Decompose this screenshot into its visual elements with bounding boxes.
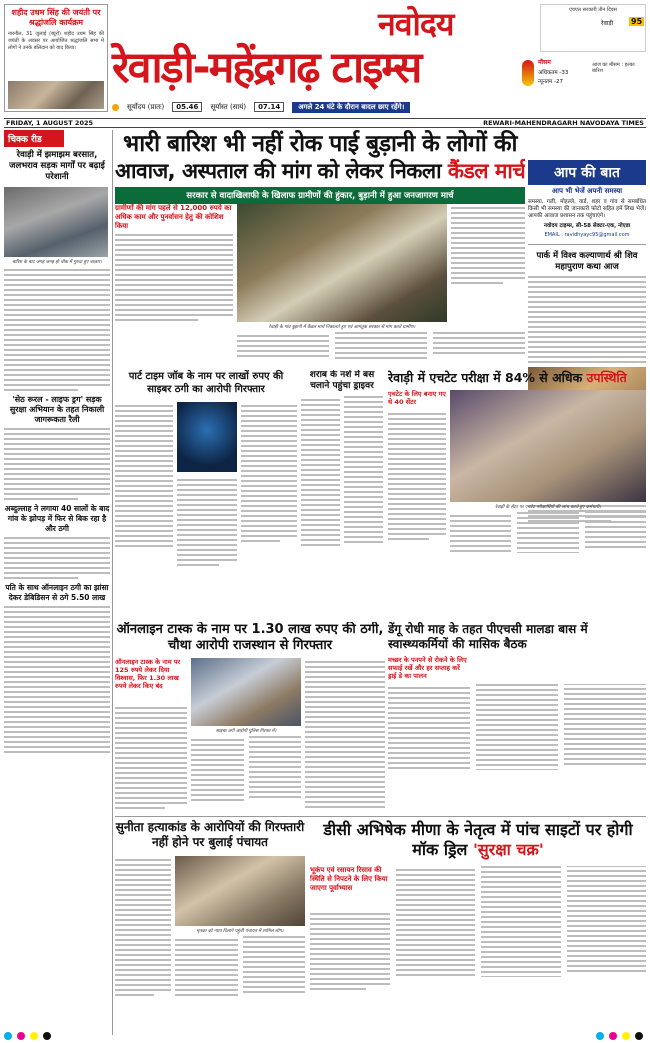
lower-divider — [115, 816, 646, 817]
sunrise-icon — [112, 104, 119, 111]
lead-left-text — [115, 204, 233, 324]
magenta-dot — [17, 1032, 25, 1040]
section-label: चिक्क रीड — [4, 130, 64, 147]
ad-city: रेवाड़ी — [601, 20, 614, 27]
left-column — [4, 130, 110, 1035]
sidebar-divider — [528, 244, 646, 245]
left-box-text: नारनौल, 31 जुलाई (ब्यूरो) शहीद उधम सिंह की जयंती के अवसर पर आयोजित श्रद्धांजलि सभा में लोगों ने उनके बलिदान को याद किया। — [8, 31, 104, 51]
cyber-story — [115, 370, 297, 620]
left-box — [4, 4, 108, 112]
masthead — [0, 0, 650, 127]
rain-photo — [4, 187, 108, 257]
htet-body-right — [450, 512, 646, 553]
date: FRIDAY, 1 AUGUST 2025 — [6, 119, 94, 127]
sunrise-time: 05.46 — [172, 102, 202, 112]
lead-bottom-text — [237, 332, 525, 360]
task-body-left — [115, 704, 187, 812]
sunita-story — [115, 820, 305, 1035]
cyber-photo — [177, 402, 237, 472]
ad-num: 95 — [631, 17, 643, 26]
dengue-headline: डेंगू रोधी माह के तहत पीएचसी मालडा बास में स्वास्थ्यकर्मियों की मासिक बैठक — [388, 622, 588, 651]
paper-title: रेवाड़ी-महेंद्रगढ़ टाइम्स — [112, 43, 421, 93]
date-bar — [4, 118, 646, 128]
bus-story — [301, 370, 383, 620]
sunita-body-left — [115, 856, 171, 999]
htet-photo — [450, 390, 646, 502]
weather-label: मौसम — [538, 59, 551, 66]
task-body-mid — [191, 736, 301, 803]
lead-banner: सरकार से वादाखिलाफी के खिलाफ ग्रामीणों की हुंकार, बुड़ानी में हुआ जनजागरण मार्च — [115, 187, 525, 204]
lead-caption: रेवाड़ी के गांव बुड़ानी में कैंडल मार्च निकालते हुए एवं आगंतुक सरकार से मांग करते ग्रामीण। — [268, 325, 416, 330]
bus-headline: शराब के नशे में बस चलाने पहुंचा ड्राइवर — [309, 370, 375, 391]
registration-dots-right — [596, 1032, 643, 1040]
left-box-headline: शहीद उधम सिंह की जयंती पर श्रद्धांजलि कार्यक्रम — [11, 8, 101, 27]
task-body-right — [305, 658, 385, 811]
mockdrill-bullet: भूकंप एवं रसायन रिसाव की स्थिति से निपटने के लिए किया जाएगा पूर्वाभ्यास — [310, 866, 388, 892]
registration-dots-left — [4, 1032, 51, 1040]
ad-box — [540, 4, 646, 52]
htet-body-left — [388, 410, 446, 543]
htet-headline — [388, 370, 646, 385]
left-headline-2: 'सेठ रूरल - लाइफ ड्रग' सड़क सुरक्षा अभियान के तहत निकाली जागरूकता रैली — [9, 395, 105, 424]
mockdrill-story — [310, 820, 646, 1035]
dengue-body — [388, 684, 646, 770]
lead-body-left — [115, 234, 233, 321]
mockdrill-body-left — [310, 910, 390, 993]
sunita-caption: मृतका को न्याय दिलाने पहुंची पंचायत में शामिल लोग। — [196, 929, 284, 934]
cyber-body-left — [115, 402, 173, 550]
sunset-label: सूर्यास्त (सायं) — [210, 102, 247, 111]
htet-story — [388, 370, 646, 620]
sidebar-title: आप की बात — [528, 160, 646, 185]
htet-headline-a: रेवाड़ी में एचटेट परीक्षा में 84% से अधिक — [388, 370, 583, 385]
lead-headline-2b: कैंडल मार्च — [447, 159, 525, 183]
mockdrill-body-right — [396, 866, 646, 977]
black-dot — [43, 1032, 51, 1040]
mockdrill-headline — [310, 820, 646, 860]
lead-right-text — [451, 204, 525, 287]
sunset-time: 07.14 — [254, 102, 284, 112]
ad-top: एचएल सरकारी तीन दिवस — [569, 7, 617, 13]
sidebar-text: समस्या, गली, मोहल्ले, वार्ड, शहर व गांव से समबंधित किसी भी समस्या की जानकारी फोटो सहित हमें लिख भेजें। आपकी आवाज प्रशासन तक पहुंचाएंगे। — [528, 199, 646, 219]
magenta-dot — [609, 1032, 617, 1040]
weather-note: आज का मौसम : हल्का बारिश — [592, 62, 635, 74]
cyber-body-mid — [177, 476, 237, 569]
cyber-body-right — [241, 402, 297, 545]
left-body-4 — [4, 606, 110, 753]
left-body-1 — [4, 269, 110, 391]
task-caption: साइबर ठगी आरोपी पुलिस गिरफ्त में। — [215, 729, 277, 734]
mockdrill-headline-b: 'सुरक्षा चक्र' — [472, 840, 544, 859]
panchayat-photo — [175, 856, 305, 926]
mockdrill-headline-a: डीसी अभिषेक मीणा के नेतृत्व में पांच साइटों पर होगी मॉक ड्रिल — [323, 820, 633, 859]
lead-bullet: ग्रामीणों की मांग पहले से 12,000 रुपये का अधिक काम और पुनर्वासन हेतु की कोशिश किया — [115, 204, 232, 230]
sun-icon — [522, 60, 534, 86]
left-headline-1: रेवाड़ी में झमाझम बरसात, जलभराव सड़क मार्गों पर बढ़ाई परेशानी — [9, 150, 105, 182]
htet-headline-b: उपस्थिति — [586, 370, 627, 385]
katha-body — [528, 276, 646, 363]
lead-headline-2a: आवाज, अस्पताल की मांग को लेकर निकला — [115, 159, 442, 183]
left-caption-1: बारिश के बाद जगह जगह हो चौक में गुरुदा हुए बाज़ार। — [12, 260, 102, 265]
left-box-photo — [8, 81, 104, 109]
sunita-body-right — [175, 936, 305, 998]
sunrise-label: सूर्योदय (प्रातः) — [127, 102, 165, 111]
task-story — [115, 622, 385, 812]
black-dot — [635, 1032, 643, 1040]
sidebar-address: नवोदय टाइम्स, सी-58 सेक्टर-एक, नोएडा — [543, 223, 631, 229]
yellow-dot — [30, 1032, 38, 1040]
sun-bar — [112, 100, 646, 114]
dengue-story — [388, 622, 646, 812]
cyan-dot — [596, 1032, 604, 1040]
bus-body — [301, 396, 383, 548]
lead-body-right — [451, 207, 525, 284]
lead-story — [115, 130, 525, 376]
task-headline: ऑनलाइन टास्क के नाम पर 1.30 लाख रुपए की ठगी, चौथा आरोपी राजस्थान से गिरफ्तार — [116, 622, 384, 653]
htet-bullet: एचटेट के लिए बनाए गए थे 40 सेंटर — [388, 390, 446, 406]
paper-name-en: REWARI-MAHENDRAGARH NAVODAYA TIMES — [483, 119, 644, 127]
cyan-dot — [4, 1032, 12, 1040]
sidebar-subtitle: आप भी भेजें अपनी समस्या — [551, 187, 623, 195]
dengue-bullet: मच्छर के पनपने से रोकने के लिए सफाई रखें और हर सप्ताह करें ड्राई डे का पालन — [388, 656, 467, 680]
left-headline-4: पति के साथ ऑनलाइन ठगी का झांसा देकर डेबिडिसन से ठगे 5.50 लाख — [5, 583, 109, 602]
title-top: नवोदय — [378, 5, 454, 43]
sunita-headline: सुनीता हत्याकांड के आरोपियों की गिरफ्तारी नहीं होने पर बुलाई पंचायत — [115, 820, 305, 849]
lead-headline-2 — [115, 158, 525, 185]
lead-headline-1: भारी बारिश भी नहीं रोक पाई बुड़ानी के लोगों की — [123, 131, 517, 157]
yellow-dot — [622, 1032, 630, 1040]
left-body-2 — [4, 428, 110, 500]
sidebar-email[interactable]: EMAIL : ravidhyayc95@gmail.com — [544, 232, 630, 238]
weather-forecast: अगले 24 घंटे के दौरान बादल छाए रहेंगे। — [292, 102, 410, 113]
left-body-3 — [4, 537, 110, 579]
weather-max: अधिकतम -33 — [538, 70, 569, 76]
candle-march-photo — [237, 204, 447, 322]
left-headline-3: अब्दुल्लाह ने लगाया 40 सालों के बाद गांव के झोपड़ में फिर से बिक रहा है और ठगी — [4, 504, 110, 533]
lead-body-bottom — [237, 332, 525, 360]
weather-min: न्यूनतम -27 — [538, 79, 564, 85]
htet-caption: रेवाड़ी के सेंटर पर एचटेट परीक्षार्थियों की जांच करते हुए कर्मचारी। — [495, 505, 601, 510]
cyber-headline: पार्ट टाइम जॉब के नाम पर लाखों रुपए की साइबर ठगी का आरोपी गिरफ्तार — [128, 371, 284, 395]
task-bullet: ऑनलाइन टास्क के नाम पर 125 रुपये लेकर दिया विश्वास, फिर 1.30 लाख रुपये लेकर किए बंद — [115, 658, 181, 690]
column-divider — [112, 130, 113, 1035]
katha-headline: पार्क में विश्व कल्याणार्थ श्री शिव महापुराण कथा आज — [536, 251, 638, 272]
task-photo — [191, 658, 301, 726]
weather-box — [520, 56, 646, 92]
